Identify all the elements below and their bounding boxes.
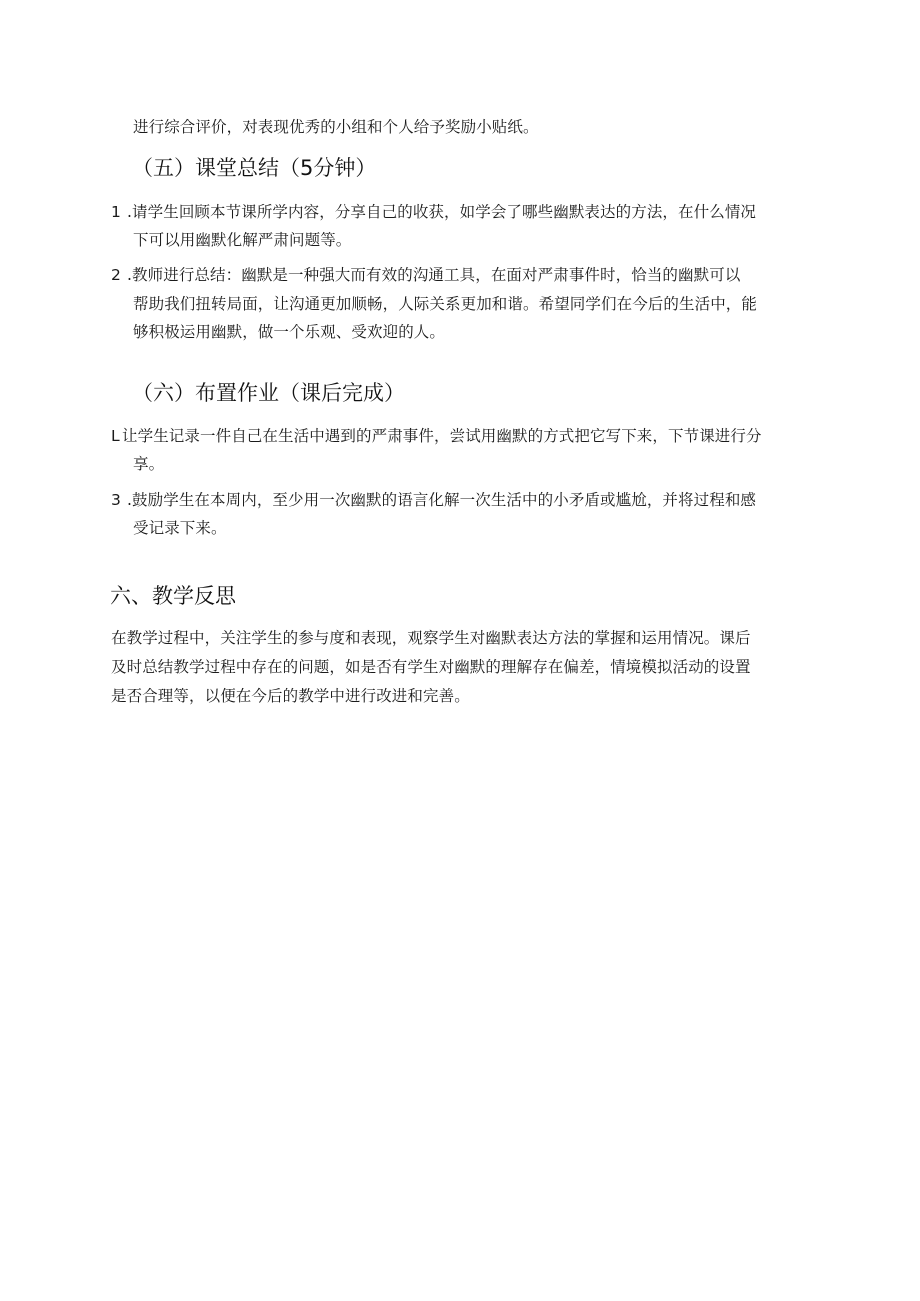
list-item-text: .请学生回顾本节课所学内容，分享自己的收获，如学会了哪些幽默表达的方法，在什么情况: [127, 203, 757, 221]
list-marker: 1: [111, 203, 121, 221]
list-item-text: 让学生记录一件自己在生活中遇到的严肃事件，尝试用幽默的方式把它写下来，下节课进行分: [122, 427, 762, 445]
list-item-text: .鼓励学生在本周内，至少用一次幽默的语言化解一次生活中的小矛盾或尴尬，并将过程和感: [127, 491, 757, 509]
paragraph-line: 及时总结教学过程中存在的问题，如是否有学生对幽默的理解存在偏差，情境模拟活动的设置: [111, 658, 751, 676]
list-item-text: .教师进行总结：幽默是一种强大而有效的沟通工具，在面对严肃事件时，恰当的幽默可以: [127, 266, 741, 284]
chapter-heading-reflection: 六、教学反思: [110, 584, 236, 608]
list-item-text: 享。: [133, 455, 165, 473]
section-heading-homework: （六）布置作业（课后完成）: [132, 381, 405, 405]
list-item-text: 受记录下来。: [133, 519, 227, 537]
paragraph-line: 在教学过程中，关注学生的参与度和表现，观察学生对幽默表达方法的掌握和运用情况。课后: [111, 629, 751, 647]
paragraph-line: 是否合理等，以便在今后的教学中进行改进和完善。: [111, 687, 470, 705]
list-marker: 2: [111, 266, 121, 284]
list-item-text: 下可以用幽默化解严肃问题等。: [133, 231, 352, 249]
paragraph-intro-tail: 进行综合评价，对表现优秀的小组和个人给予奖励小贴纸。: [133, 118, 539, 136]
section-heading-summary: （五）课堂总结（5分钟）: [132, 156, 377, 180]
list-marker: L: [111, 427, 120, 445]
list-item-text: 够积极运用幽默，做一个乐观、受欢迎的人。: [133, 323, 446, 341]
list-item-text: 帮助我们扭转局面，让沟通更加顺畅，人际关系更加和谐。希望同学们在今后的生活中，能: [133, 295, 758, 313]
list-marker: 3: [111, 491, 121, 509]
